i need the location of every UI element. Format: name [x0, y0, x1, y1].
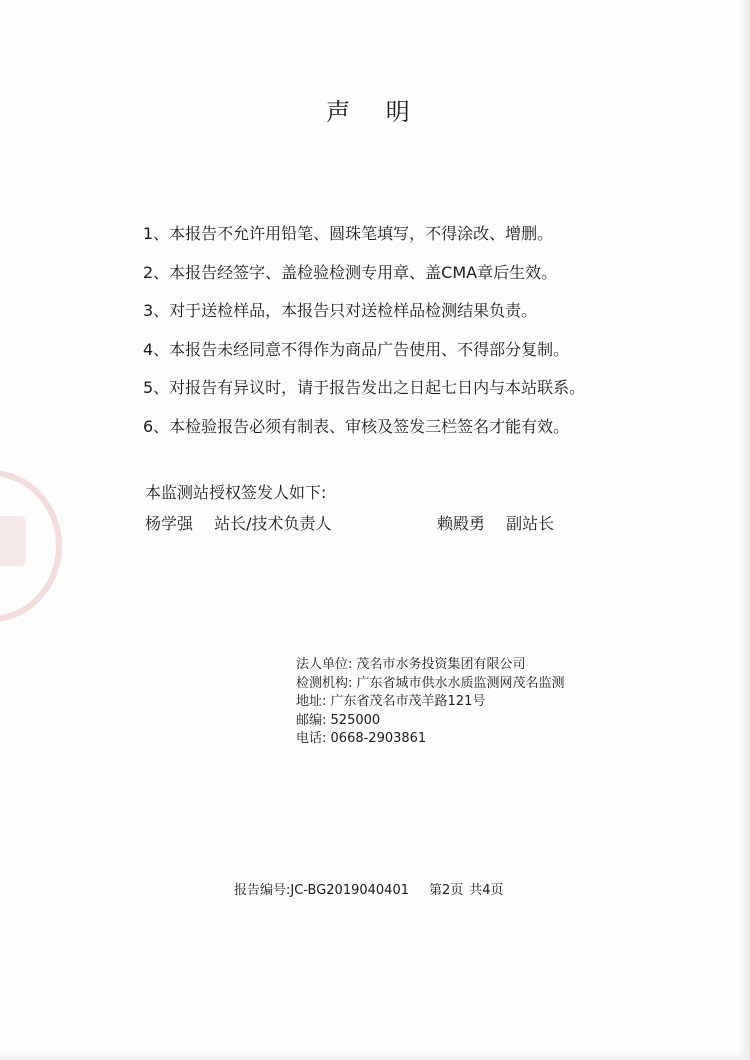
seal-stamp-fragment: [0, 470, 62, 622]
legal-entity-label: 法人单位:: [296, 657, 353, 672]
signer-name: 赖殿勇: [437, 514, 486, 533]
phone-row: [296, 730, 565, 749]
scan-edge: [738, 0, 750, 1060]
signers-heading: 本监测站授权签发人如下:: [145, 483, 327, 502]
clause-4: 4、本报告未经同意不得作为商品广告使用、不得部分复制。: [143, 339, 570, 359]
clause-3: 3、对于送检样品，本报告只对送检样品检测结果负责。: [143, 301, 538, 320]
report-number: 报告编号:JC-BG2019040401: [234, 883, 409, 898]
signer-role: 站长/技术负责人: [214, 514, 332, 533]
legal-entity-row: [296, 656, 565, 675]
scan-edge-bottom: [0, 1052, 750, 1060]
phone-label: 电话:: [296, 731, 327, 746]
signer-2: [437, 511, 554, 534]
clause-6: 6、本检验报告必须有制表、审核及签发三栏签名才能有效。: [143, 416, 570, 436]
institution-label: 检测机构:: [296, 675, 353, 691]
declaration-clauses: [143, 224, 585, 455]
page-total: 共4页: [469, 883, 504, 898]
address-row: [296, 693, 565, 712]
clause-1: 1、本报告不允许用铅笔、圆珠笔填写，不得涂改、增删。: [143, 224, 554, 243]
page-number: 第2页: [429, 883, 464, 898]
contact-block: [296, 656, 565, 749]
institution-row: [296, 675, 565, 694]
phone-value: 0668-2903861: [330, 731, 427, 746]
postcode-row: [296, 712, 565, 731]
address-label: 地址:: [296, 694, 327, 709]
institution-value: 广东省城市供水水质监测网茂名监测: [356, 675, 565, 691]
postcode-value: 525000: [330, 712, 381, 728]
address-value: 广东省茂名市茂羊路121号: [330, 694, 486, 709]
clause-5: 5、对报告有异议时，请于报告发出之日起七日内与本站联系。: [143, 378, 586, 397]
page-title: 声 明: [326, 98, 424, 126]
legal-entity-value: 茂名市水务投资集团有限公司: [356, 657, 526, 672]
page-footer: [234, 879, 504, 898]
clause-2: 2、本报告经签字、盖检验检测专用章、盖CMA章后生效。: [143, 262, 558, 282]
postcode-label: 邮编:: [296, 712, 327, 728]
signer-name: 杨学强: [145, 514, 194, 533]
signer-role: 副站长: [506, 514, 555, 533]
signer-1: [145, 511, 332, 534]
